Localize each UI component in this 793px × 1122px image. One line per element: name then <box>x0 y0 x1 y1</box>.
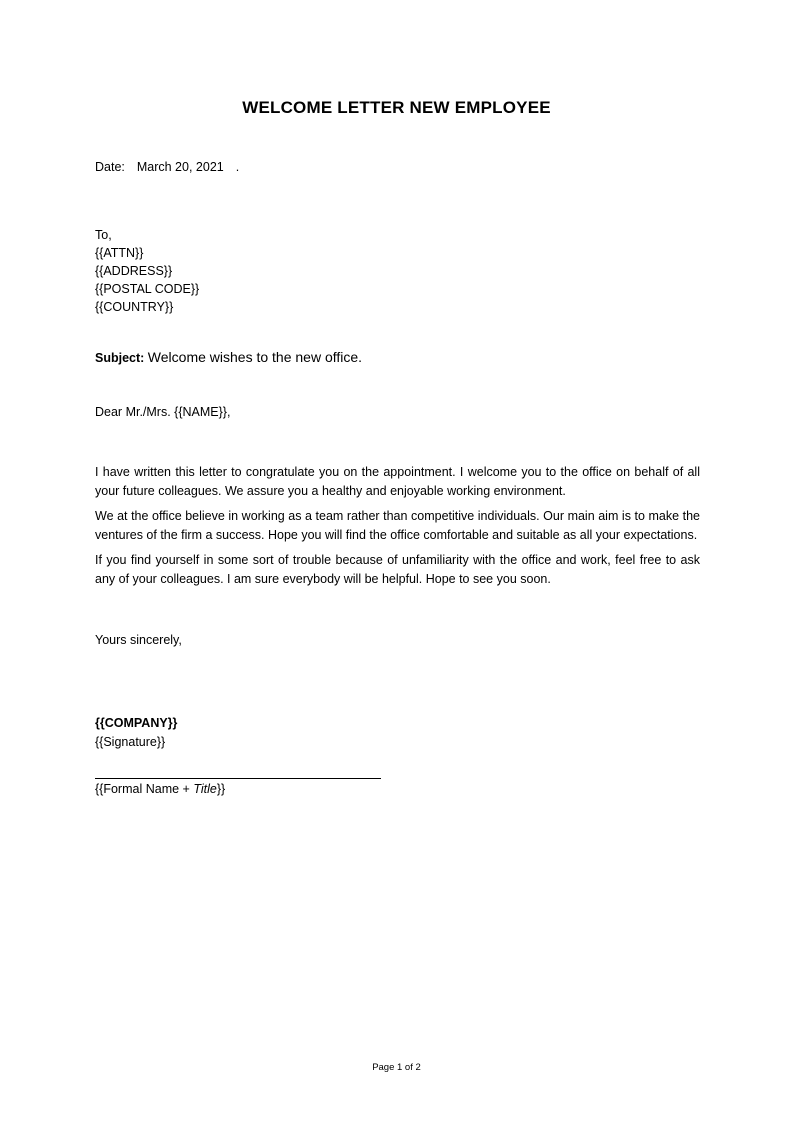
subject-value: Welcome wishes to the new office. <box>147 349 363 365</box>
greeting: Dear Mr./Mrs. {{NAME}}, <box>95 405 231 419</box>
formal-name-title: Title <box>193 782 217 796</box>
formal-name-line <box>95 782 700 796</box>
letter-title: WELCOME LETTER NEW EMPLOYEE <box>242 98 551 117</box>
date-trailing: . <box>235 160 240 174</box>
date-label: Date: <box>95 160 125 174</box>
date-line <box>95 160 700 174</box>
body-paragraph: I have written this letter to congratulate you on the appointment. I welcome you to the office on behalf of all your future colleagues. We assure you a healthy and enjoyable working environment. <box>95 465 700 498</box>
company-name: {{COMPANY}} <box>95 716 178 730</box>
address-line: {{ADDRESS}} <box>95 264 173 278</box>
attn-line: {{ATTN}} <box>95 246 144 260</box>
letter-body <box>95 463 700 595</box>
subject-line <box>95 349 700 365</box>
to-label: To, <box>95 228 112 242</box>
subject-label: Subject: <box>95 351 145 365</box>
body-paragraph: If you find yourself in some sort of trouble because of unfamiliarity with the office and work, feel free to ask any of your colleagues. I am sure everybody will be helpful. Hope to see you soon. <box>95 553 700 586</box>
formal-name-prefix: {{Formal Name + <box>95 782 194 796</box>
country-line: {{COUNTRY}} <box>95 300 174 314</box>
page-number: Page 1 of 2 <box>372 1062 421 1073</box>
formal-name-suffix: }} <box>216 782 226 796</box>
recipient-address <box>95 226 700 316</box>
date-value: March 20, 2021 <box>136 160 224 174</box>
signature-placeholder: {{Signature}} <box>95 735 166 749</box>
body-paragraph: We at the office believe in working as a team rather than competitive individuals. Our main aim is to make the ventures of the firm a success. Hope you will find the office comfortable and suitable as all your expectations. <box>95 509 700 542</box>
signature-line <box>95 778 381 779</box>
closing: Yours sincerely, <box>95 633 182 647</box>
postal-code-line: {{POSTAL CODE}} <box>95 282 200 296</box>
